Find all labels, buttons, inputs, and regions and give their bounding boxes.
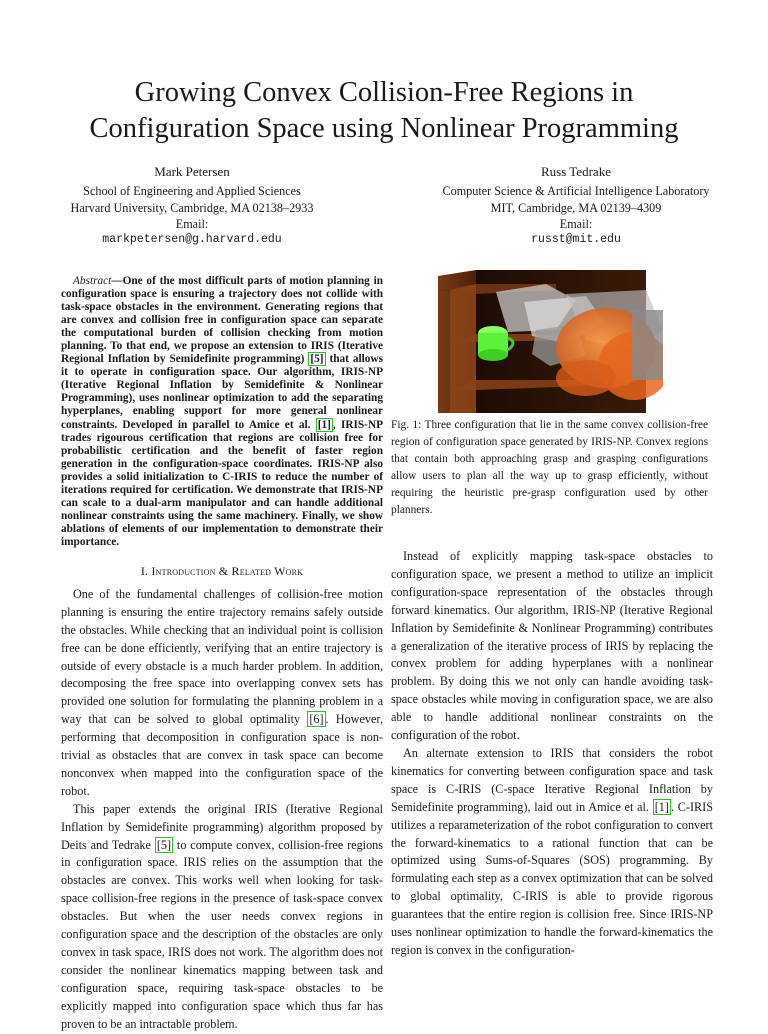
intro-paragraph-3: Instead of explicitly mapping task-space obstacles to configuration space, we present a method to utilize an implicit configuration-space representation of the obstacles through forward kinematics. Our algorithm, IRIS-NP (Iterative Regional Inflation by Semidefinite & Nonlinear Programming) contributes a generalization of the iterative process of IRIS by replacing the convex problem for adding hyperplanes with a nonlinear problem. By doing this we not only can handle avoiding task-space obstacles while moving in configuration space, we are also able to handle additional nonlinear constraints on the configuration of the robot.	[391, 549, 713, 743]
author-affiliation: MIT, Cambridge, MA 02139–4309	[490, 200, 662, 215]
figure-1-caption: Fig. 1: Three configuration that lie in the same convex collision-free region of configuration space generated by IRIS-NP. Convex regions that contain both approaching grasp and grasping configurations allow users to plan all the way up to grasp efficiently, without requiring the heuristic pre-grasp configuration used by other planners.	[391, 419, 708, 517]
author-email: markpetersen@g.harvard.edu	[102, 233, 282, 247]
intro-paragraph-4: An alternate extension to IRIS that considers the robot kinematics for converting between configuration space and task space is C-IRIS (C-space Iterative Regional Inflation by Semidefinite programming), laid out in Amice et al. [1] . C-IRIS utilizes a reparameterization of the robot configuration to convert the forward-kinematics to a rational function that can be optimized using Sums-of-Squares (SOS) programming. By formulating each step as a convex optimization that can be solved to global optimality, C-IRIS is able to provide rigorous guarantees that the entire region is collision free. Since IRIS-NP uses nonlinear optimization to handle the forward-kinematics the region is convex in the configuration-	[391, 745, 713, 957]
author-affiliation: Computer Science & Artificial Intelligence Laboratory	[442, 184, 710, 199]
section-title: Introduction & Related Work	[151, 563, 304, 578]
citation-link[interactable]: [5]	[156, 837, 172, 852]
abstract: Abstract—One of the most difficult parts of motion planning in configuration space is ensuring a trajectory does not collide with task-space obstacles in the environment. Generating regions that are convex and collision free in configuration space can separate the computational burden of collision checking from motion planning. To that end, we propose an extension to IRIS (Iterative Regional Inflation by Semidefinite programming) [5] that allows it to operate in configuration space. Our algorithm, IRIS-NP (Iterative Regional Inflation by Semidefinite & Nonlinear Programming), uses nonlinear optimization to add the separating hyperplanes, enabling support for more general nonlinear constraints. Developed in parallel to Amice et al. [1] , IRIS-NP trades rigourous certification that regions are collision free for probabilistic certification and the benefit of faster region generation in the configuration-space coordinates. IRIS-NP also provides a solid initialization to C-IRIS to reduce the number of iterations required for certification. We demonstrate that IRIS-NP can scale to a dual-arm manipulator and can handle additional nonlinear constraints using the same machinery. Finally, we show ablations of elements of our implementation to demonstrate their importance.	[61, 275, 383, 548]
email-label: Email:	[559, 216, 593, 231]
citation-link[interactable]: [1]	[654, 799, 669, 814]
author-email-line	[0, 216, 384, 249]
author-email-line	[384, 216, 768, 249]
title-line-1: Growing Convex Collision-Free Regions in	[134, 77, 634, 108]
paper-title	[0, 75, 768, 147]
author-block-2	[384, 164, 768, 248]
author-affiliation: School of Engineering and Applied Sciences	[83, 184, 301, 199]
section-number: I.	[140, 563, 149, 578]
intro-paragraph-2: This paper extends the original IRIS (Iterative Regional Inflation by Semidefinite programming) algorithm proposed by Deits and Tedrake [5] to compute convex, collision-free regions in configuration space. IRIS relies on the assumption that the obstacles are convex. This works well when looking for task-space collision-free regions in the presence of task-space convex obstacles. But when the user needs convex regions in configuration space and the description of the obstacles are only convex in task space, IRIS does not work. The algorithm does not consider the nonlinear kinematics mapping between task and configuration space, requiring task-space obstacles to be explicitly mapped into configuration space which thus far has proven to be an intractable problem.	[61, 801, 383, 1031]
author-affiliation: Harvard University, Cambridge, MA 02138–2933	[70, 200, 314, 215]
citation-link[interactable]: [6]	[309, 712, 324, 727]
title-line-2: Configuration Space using Nonlinear Programming	[89, 113, 679, 144]
robot-arm	[556, 308, 663, 400]
author-email: russt@mit.edu	[531, 233, 621, 247]
author-block-1	[0, 164, 384, 248]
left-column	[61, 275, 383, 1034]
citation-link[interactable]: [1]	[317, 418, 331, 431]
robot-grasp-render	[436, 270, 663, 413]
figure-1-image	[436, 270, 663, 413]
citation-link[interactable]: [5]	[310, 353, 324, 366]
section-heading	[61, 563, 383, 581]
author-name: Mark Petersen	[154, 164, 230, 179]
abstract-label: Abstract	[73, 275, 112, 287]
right-column	[391, 548, 713, 960]
intro-paragraph-1: One of the fundamental challenges of collision-free motion planning is ensuring the entire trajectory remains safely outside the obstacles. While checking that an individual point is collision free can be done efficiently, verifying that an entire trajectory is outside of every obstacle is a much harder problem. In addition, decomposing the free space into overlapping convex sets has provided one solution for formulating the planning problem in a way that can be solved to global optimality [6] . However, performing that decomposition in configuration space is non-trivial as obstacles that are convex in task space can become nonconvex when mapped into the configuration space of the robot.	[61, 586, 384, 798]
email-label: Email:	[175, 216, 209, 231]
author-name: Russ Tedrake	[541, 164, 611, 179]
